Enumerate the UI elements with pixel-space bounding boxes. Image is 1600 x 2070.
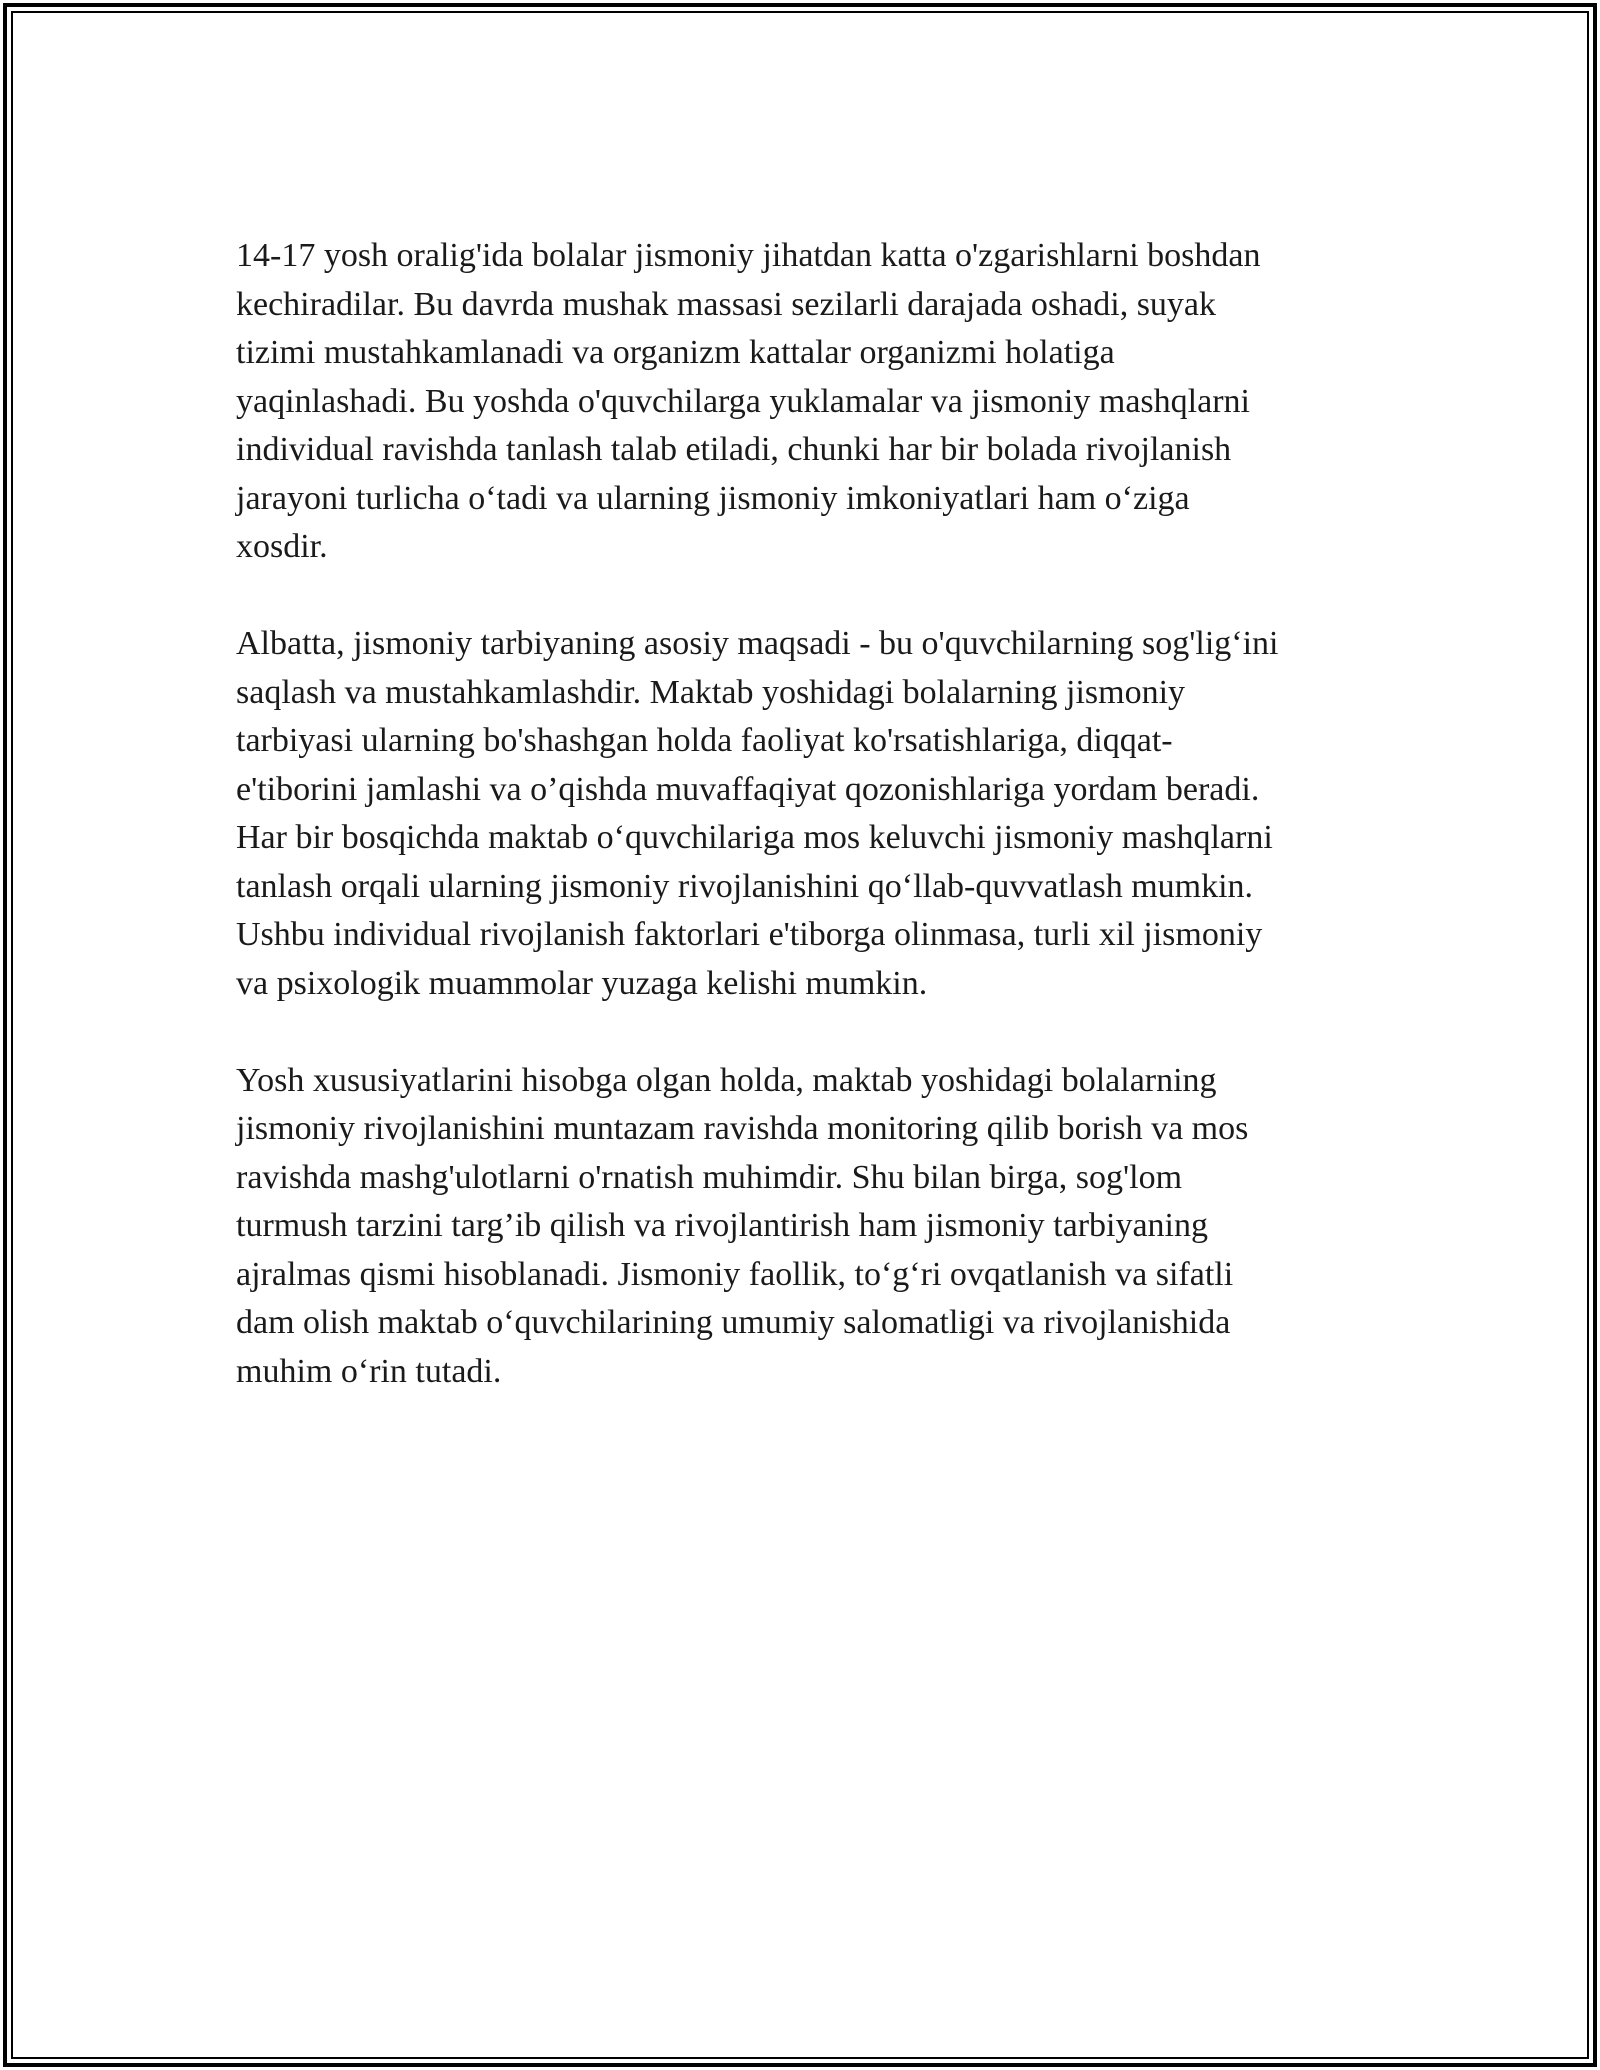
document-body bbox=[236, 232, 1376, 1396]
paragraph-1: 14-17 yosh oralig'ida bolalar jismoniy jihatdan katta o'zgarishlarni boshdan kechiradilar. Bu davrda mushak massasi sezilarli darajada oshadi, suyak tizimi mustahkamlanadi va organizm kattalar organizmi holatiga yaqinlashadi. Bu yoshda o'quvchilarga yuklamalar va jismoniy mashqlarni individual ravishda tanlash talab etiladi, chunki har bir bolada rivojlanish jarayoni turlicha o‘tadi va ularning jismoniy imkoniyatlari ham o‘ziga xosdir. bbox=[236, 237, 1261, 565]
paragraph-2: Albatta, jismoniy tarbiyaning asosiy maqsadi - bu o'quvchilarning sog'lig‘ini saqlash va mustahkamlashdir. Maktab yoshidagi bolalarning jismoniy tarbiyasi ularning bo'shashgan holda faoliyat ko'rsatishlariga, diqqat- e'tiborini jamlashi va o’qishda muvaffaqiyat qozonishlariga yordam beradi. Har bir bosqichda maktab o‘quvchilariga mos keluvchi jismoniy mashqlarni tanlash orqali ularning jismoniy rivojlanishini qo‘llab-quvvatlash mumkin. Ushbu individual rivojlanish faktorlari e'tiborga olinmasa, turli xil jismoniy va psixologik muammolar yuzaga kelishi mumkin. bbox=[236, 625, 1279, 1002]
paragraph-3: Yosh xususiyatlarini hisobga olgan holda, maktab yoshidagi bolalarning jismoniy rivojlanishini muntazam ravishda monitoring qilib borish va mos ravishda mashg'ulotlarni o'rnatish muhimdir. Shu bilan birga, sog'lom turmush tarzini targ’ib qilish va rivojlantirish ham jismoniy tarbiyaning ajralmas qismi hisoblanadi. Jismoniy faollik, to‘g‘ri ovqatlanish va sifatli dam olish maktab o‘quvchilarining umumiy salomatligi va rivojlanishida muhim o‘rin tutadi. bbox=[236, 1061, 1249, 1390]
